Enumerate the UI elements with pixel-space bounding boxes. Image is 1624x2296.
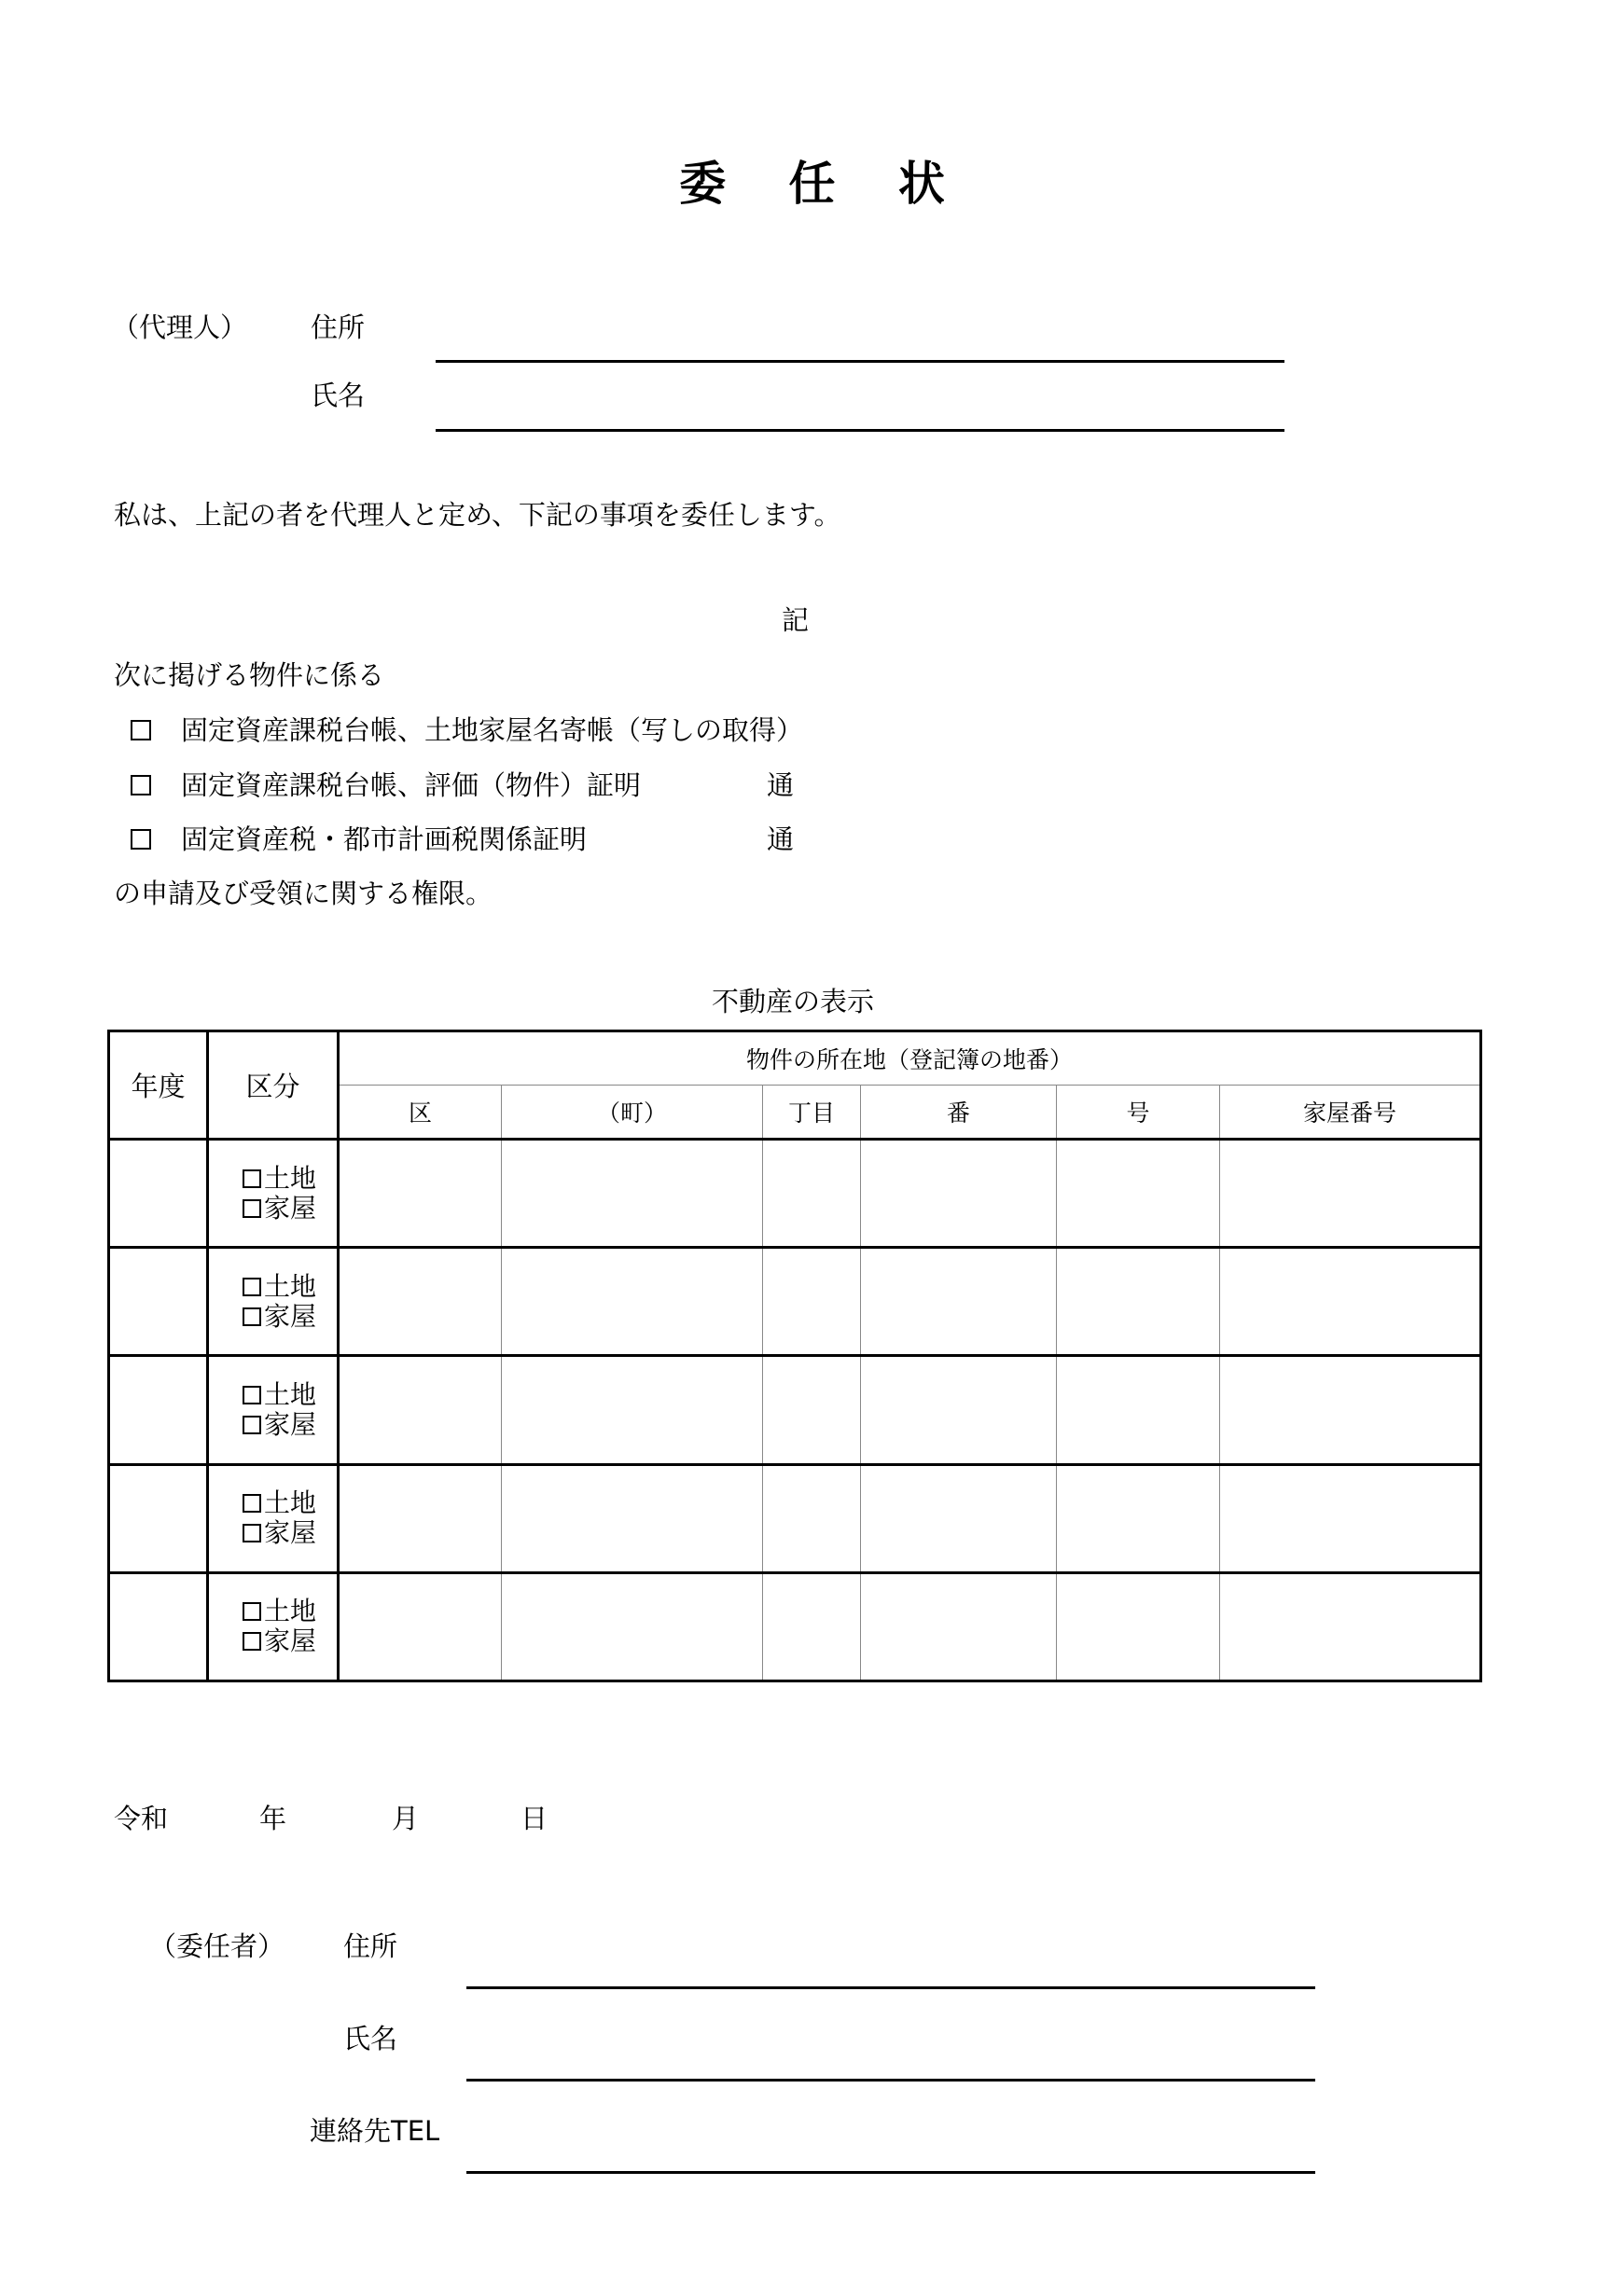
principal-address-label: 住所 [343, 1930, 398, 1962]
principal-address-line[interactable] [466, 1986, 1315, 1989]
document-title: 委 任 状 [679, 157, 968, 211]
cell-ban[interactable] [861, 1356, 1057, 1464]
item-label: 固定資産税・都市計画税関係証明 [181, 823, 588, 855]
land-checkbox[interactable] [243, 1494, 261, 1513]
cell-ward[interactable] [339, 1140, 502, 1248]
item-count-unit: 通 [767, 769, 795, 801]
item-count-unit: 通 [767, 823, 795, 855]
cell-category [208, 1248, 339, 1356]
item-row [131, 714, 804, 746]
cell-go[interactable] [1057, 1140, 1220, 1248]
header-category: 区分 [208, 1031, 339, 1140]
option-house[interactable] [243, 1518, 337, 1548]
agent-name-line[interactable] [436, 429, 1284, 432]
cell-year[interactable] [109, 1356, 208, 1464]
land-checkbox[interactable] [243, 1169, 261, 1188]
date-year-label: 年 [259, 1803, 287, 1834]
item-label: 固定資産課税台帳、評価（物件）証明 [181, 769, 642, 801]
cell-town[interactable] [502, 1464, 763, 1572]
option-house-label: 家屋 [264, 1625, 317, 1657]
date-month-label: 月 [392, 1803, 420, 1834]
cell-town[interactable] [502, 1140, 763, 1248]
option-land[interactable] [243, 1597, 337, 1626]
principal-name-line[interactable] [466, 2079, 1315, 2082]
cell-chome[interactable] [763, 1140, 861, 1248]
cell-chome[interactable] [763, 1248, 861, 1356]
cell-house-number[interactable] [1220, 1356, 1481, 1464]
cell-chome[interactable] [763, 1572, 861, 1681]
item-checkbox[interactable] [131, 829, 151, 850]
option-house[interactable] [243, 1626, 337, 1656]
land-checkbox[interactable] [243, 1278, 261, 1296]
cell-year[interactable] [109, 1140, 208, 1248]
cell-ward[interactable] [339, 1464, 502, 1572]
house-checkbox[interactable] [243, 1524, 261, 1542]
principal-tel-label: 連絡先TEL [310, 2115, 440, 2147]
table-row [109, 1356, 1481, 1464]
option-land-label: 土地 [264, 1270, 317, 1302]
option-land[interactable] [243, 1488, 337, 1518]
cell-category [208, 1464, 339, 1572]
header-go: 号 [1057, 1086, 1220, 1140]
cell-house-number[interactable] [1220, 1464, 1481, 1572]
house-checkbox[interactable] [243, 1416, 261, 1434]
agent-address-line[interactable] [436, 360, 1284, 363]
cell-go[interactable] [1057, 1464, 1220, 1572]
option-house-label: 家屋 [264, 1300, 317, 1332]
cell-category [208, 1140, 339, 1248]
house-checkbox[interactable] [243, 1307, 261, 1326]
cell-ward[interactable] [339, 1572, 502, 1681]
cell-town[interactable] [502, 1572, 763, 1681]
property-section-title: 不動産の表示 [712, 986, 875, 1017]
cell-house-number[interactable] [1220, 1248, 1481, 1356]
date-day-label: 日 [521, 1803, 548, 1834]
cell-house-number[interactable] [1220, 1140, 1481, 1248]
cell-ban[interactable] [861, 1572, 1057, 1681]
item-label: 固定資産課税台帳、土地家屋名寄帳（写しの取得） [181, 714, 804, 746]
cell-ban[interactable] [861, 1248, 1057, 1356]
house-checkbox[interactable] [243, 1632, 261, 1651]
cell-chome[interactable] [763, 1464, 861, 1572]
option-house-label: 家屋 [264, 1192, 317, 1224]
principal-name-label: 氏名 [343, 2023, 398, 2054]
cell-town[interactable] [502, 1356, 763, 1464]
items-outro: の申請及び受領に関する権限。 [114, 878, 493, 909]
cell-go[interactable] [1057, 1572, 1220, 1681]
cell-ward[interactable] [339, 1356, 502, 1464]
agent-address-label: 住所 [311, 311, 366, 343]
option-land-label: 土地 [264, 1378, 317, 1410]
option-land-label: 土地 [264, 1487, 317, 1519]
date-era: 令和 [114, 1803, 169, 1834]
item-row [131, 823, 588, 855]
table-row [109, 1248, 1481, 1356]
option-land-label: 土地 [264, 1596, 317, 1627]
item-checkbox[interactable] [131, 720, 151, 740]
option-house-label: 家屋 [264, 1408, 317, 1440]
table-row [109, 1572, 1481, 1681]
table-row [109, 1464, 1481, 1572]
cell-year[interactable] [109, 1572, 208, 1681]
header-ban: 番 [861, 1086, 1057, 1140]
option-land[interactable] [243, 1272, 337, 1302]
cell-ward[interactable] [339, 1248, 502, 1356]
delegation-statement: 私は、上記の者を代理人と定め、下記の事項を委任します。 [114, 499, 841, 531]
option-house[interactable] [243, 1194, 337, 1224]
option-land[interactable] [243, 1164, 337, 1194]
property-table [107, 1030, 1482, 1682]
cell-year[interactable] [109, 1464, 208, 1572]
land-checkbox[interactable] [243, 1602, 261, 1621]
cell-ban[interactable] [861, 1140, 1057, 1248]
header-year: 年度 [109, 1031, 208, 1140]
cell-category [208, 1572, 339, 1681]
option-house-label: 家屋 [264, 1517, 317, 1549]
cell-town[interactable] [502, 1248, 763, 1356]
header-ward: 区 [339, 1086, 502, 1140]
house-checkbox[interactable] [243, 1199, 261, 1218]
header-house-number: 家屋番号 [1220, 1086, 1481, 1140]
option-land-label: 土地 [264, 1162, 317, 1194]
header-town: （町） [502, 1086, 763, 1140]
items-intro: 次に掲げる物件に係る [114, 659, 385, 691]
cell-chome[interactable] [763, 1356, 861, 1464]
agent-name-label: 氏名 [311, 380, 366, 411]
cell-year[interactable] [109, 1248, 208, 1356]
cell-go[interactable] [1057, 1248, 1220, 1356]
principal-tel-line[interactable] [466, 2171, 1315, 2174]
item-row [131, 769, 642, 801]
ki-heading: 記 [782, 604, 810, 636]
header-location-group: 物件の所在地（登記簿の地番） [339, 1031, 1481, 1086]
principal-role-label: （委任者） [149, 1930, 285, 1962]
cell-ban[interactable] [861, 1464, 1057, 1572]
cell-house-number[interactable] [1220, 1572, 1481, 1681]
cell-go[interactable] [1057, 1356, 1220, 1464]
option-land[interactable] [243, 1380, 337, 1410]
header-chome: 丁目 [763, 1086, 861, 1140]
table-row [109, 1140, 1481, 1248]
option-house[interactable] [243, 1410, 337, 1440]
land-checkbox[interactable] [243, 1386, 261, 1404]
option-house[interactable] [243, 1302, 337, 1332]
item-checkbox[interactable] [131, 775, 151, 795]
cell-category [208, 1356, 339, 1464]
agent-role-label: （代理人） [112, 311, 248, 343]
